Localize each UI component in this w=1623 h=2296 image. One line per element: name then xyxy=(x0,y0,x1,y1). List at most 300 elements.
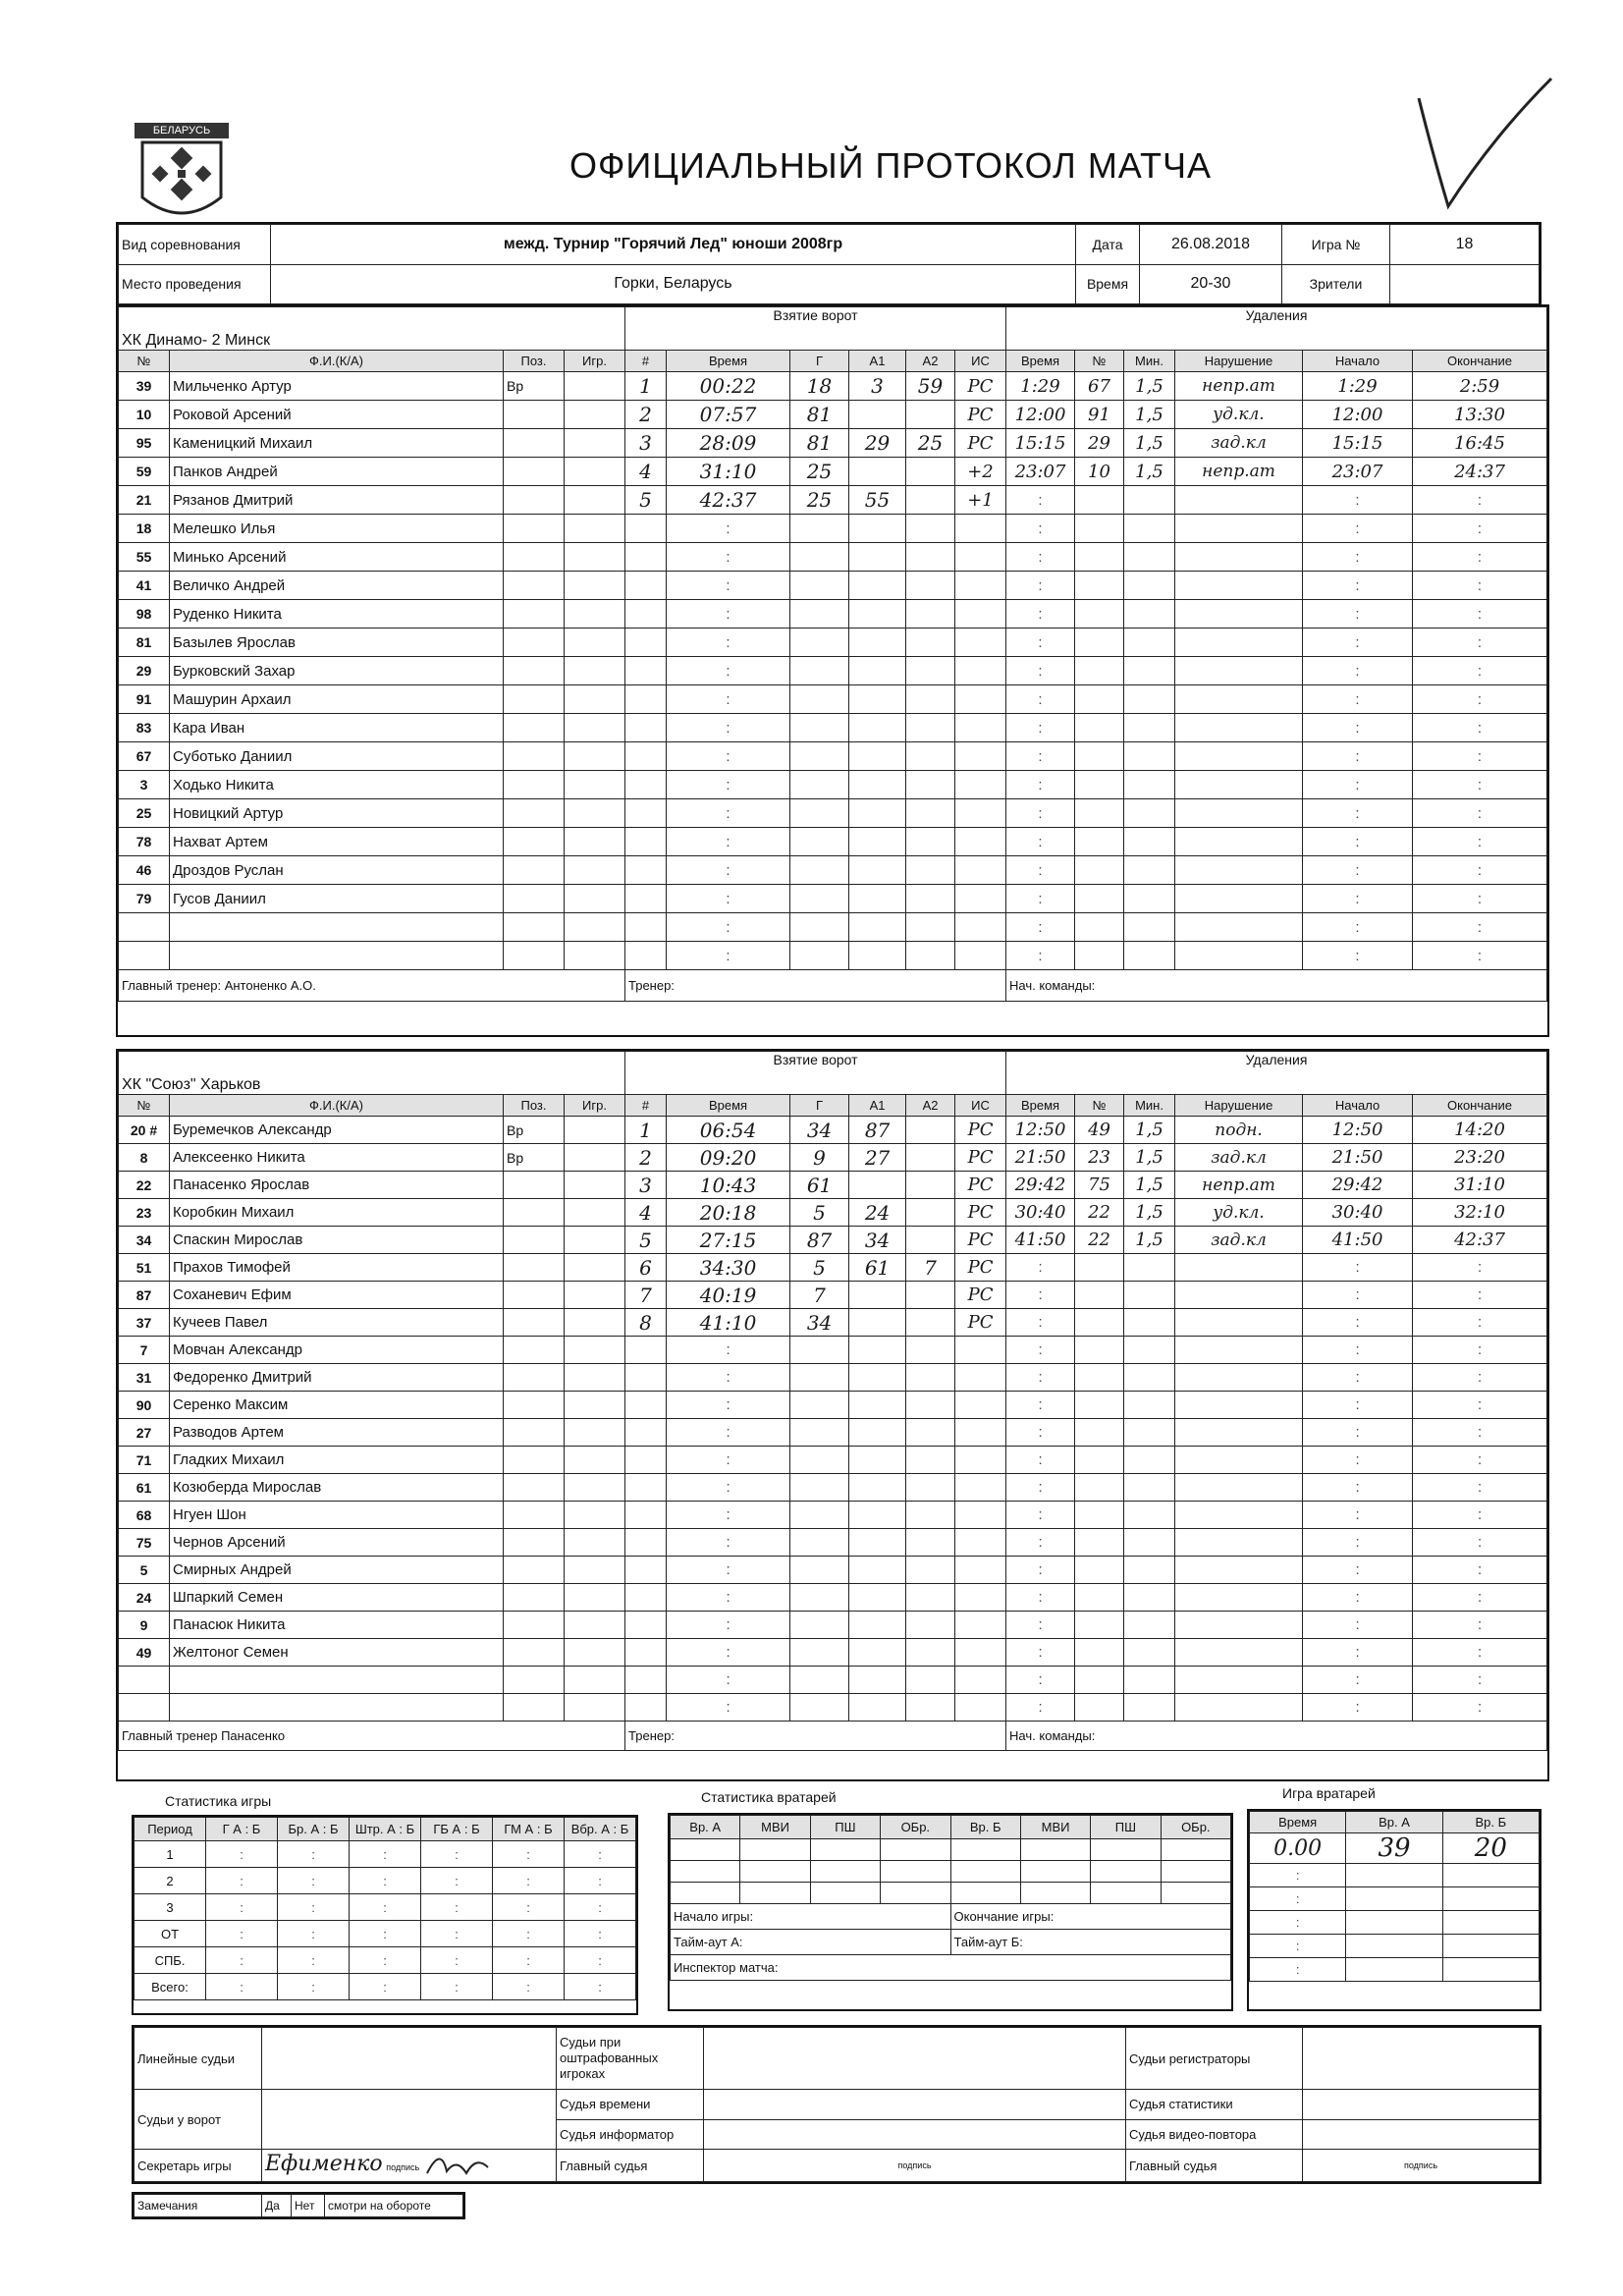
player-pos xyxy=(504,1419,565,1447)
stats-cell: : xyxy=(350,1947,421,1974)
goal-cell xyxy=(955,1392,1006,1419)
player-row xyxy=(119,1612,1547,1639)
pen-num xyxy=(1075,1557,1124,1584)
team-b-captain: Нач. команды: xyxy=(1006,1722,1547,1751)
pen-num xyxy=(1075,1309,1124,1337)
remarks-box xyxy=(132,2192,465,2219)
pen-num: 49 xyxy=(1075,1117,1124,1144)
goal-cell xyxy=(790,629,849,657)
goal-cell xyxy=(955,714,1006,742)
stats-row xyxy=(135,1947,636,1974)
timeout-a: Тайм-аут А: xyxy=(671,1930,951,1955)
pen-time: : xyxy=(1006,657,1075,685)
player-number xyxy=(119,1694,170,1722)
pen-start: : xyxy=(1303,1364,1413,1392)
pen-start: : xyxy=(1303,486,1413,515)
player-row xyxy=(119,1117,1547,1144)
col-pen-time: Время xyxy=(1006,1095,1075,1117)
goal-assist2 xyxy=(906,1172,955,1199)
player-games xyxy=(565,856,625,885)
team-a-name: ХК Динамо- 2 Минск xyxy=(119,307,625,351)
col-goal-time: Время xyxy=(667,1095,790,1117)
team-a-trainer: Тренер: xyxy=(625,970,1006,1002)
pen-min: 1,5 xyxy=(1124,372,1175,401)
player-games xyxy=(565,1694,625,1722)
goal-num xyxy=(625,913,667,942)
pen-end: : xyxy=(1413,1667,1547,1694)
col-pen-viol: Нарушение xyxy=(1175,1095,1303,1117)
pen-min xyxy=(1124,799,1175,828)
goal-judges-label: Судьи у ворот xyxy=(135,2090,262,2150)
gp-time: 0.00 xyxy=(1250,1833,1346,1864)
pen-end: : xyxy=(1413,714,1547,742)
pen-min xyxy=(1124,486,1175,515)
pen-end: : xyxy=(1413,1474,1547,1502)
stats-col: Период xyxy=(135,1818,206,1841)
stats-col: Штр. А : Б xyxy=(350,1818,421,1841)
col-num: № xyxy=(119,351,170,372)
stats-period: Всего: xyxy=(135,1974,206,2000)
pen-num xyxy=(1075,1529,1124,1557)
col-goal-num: # xyxy=(625,1095,667,1117)
pen-num xyxy=(1075,1392,1124,1419)
player-row xyxy=(119,742,1547,771)
player-games xyxy=(565,771,625,799)
pen-time: 1:29 xyxy=(1006,372,1075,401)
player-number: 41 xyxy=(119,572,170,600)
pen-time: : xyxy=(1006,885,1075,913)
player-row xyxy=(119,1282,1547,1309)
team-b-pens-head: Удаления xyxy=(1006,1052,1547,1095)
goal-cell xyxy=(849,1694,906,1722)
stats-cell: : xyxy=(565,1921,636,1947)
player-row xyxy=(119,372,1547,401)
goal-scorer: 81 xyxy=(790,429,849,458)
player-games xyxy=(565,1364,625,1392)
goal-cell xyxy=(955,1529,1006,1557)
player-row xyxy=(119,1199,1547,1227)
pen-violation xyxy=(1175,1529,1303,1557)
pen-violation xyxy=(1175,714,1303,742)
goal-time: : xyxy=(667,742,790,771)
pen-time: : xyxy=(1006,1639,1075,1667)
player-pos xyxy=(504,799,565,828)
pen-min: 1,5 xyxy=(1124,401,1175,429)
goal-cell xyxy=(955,543,1006,572)
player-name: Мелешко Илья xyxy=(170,515,504,543)
player-pos xyxy=(504,1172,565,1199)
player-row xyxy=(119,600,1547,629)
player-number: 27 xyxy=(119,1419,170,1447)
goal-cell xyxy=(849,1364,906,1392)
goal-assist2 xyxy=(906,1199,955,1227)
goal-time: : xyxy=(667,1667,790,1694)
pen-violation: подн. xyxy=(1175,1117,1303,1144)
player-number: 91 xyxy=(119,685,170,714)
player-row xyxy=(119,1392,1547,1419)
goal-cell xyxy=(955,771,1006,799)
player-name xyxy=(170,1667,504,1694)
player-games xyxy=(565,1144,625,1172)
goal-cell xyxy=(849,771,906,799)
pen-start: : xyxy=(1303,714,1413,742)
player-pos xyxy=(504,1337,565,1364)
goal-assist2: 25 xyxy=(906,429,955,458)
player-games xyxy=(565,629,625,657)
goal-situation: РС xyxy=(955,401,1006,429)
goal-situation: +1 xyxy=(955,486,1006,515)
pen-min xyxy=(1124,600,1175,629)
time-value: 20-30 xyxy=(1140,264,1282,304)
spect-label: Зрители xyxy=(1282,264,1390,304)
player-pos xyxy=(504,600,565,629)
stats-period: ОТ xyxy=(135,1921,206,1947)
player-games xyxy=(565,372,625,401)
player-name: Спаскин Мирослав xyxy=(170,1227,504,1254)
pen-violation xyxy=(1175,1694,1303,1722)
pen-start: : xyxy=(1303,1639,1413,1667)
player-number: 59 xyxy=(119,458,170,486)
goal-time: : xyxy=(667,1392,790,1419)
player-number: 71 xyxy=(119,1447,170,1474)
player-row xyxy=(119,1337,1547,1364)
player-row xyxy=(119,1419,1547,1447)
team-a-block xyxy=(116,304,1549,1037)
player-name: Мовчан Александр xyxy=(170,1337,504,1364)
player-games xyxy=(565,1612,625,1639)
goalie-stats-col: ПШ xyxy=(1091,1816,1161,1839)
stats-judge-label: Судья статистики xyxy=(1126,2090,1303,2120)
stats-cell: : xyxy=(565,1947,636,1974)
goal-cell xyxy=(906,600,955,629)
player-games xyxy=(565,458,625,486)
goal-num xyxy=(625,1667,667,1694)
remarks-yes: Да xyxy=(262,2195,292,2217)
goal-cell xyxy=(790,515,849,543)
goal-cell xyxy=(906,856,955,885)
goal-situation: РС xyxy=(955,1117,1006,1144)
player-name: Минько Арсений xyxy=(170,543,504,572)
pen-num: 10 xyxy=(1075,458,1124,486)
stats-cell: : xyxy=(350,1868,421,1894)
pen-time: : xyxy=(1006,1474,1075,1502)
goal-cell xyxy=(790,572,849,600)
player-pos xyxy=(504,1557,565,1584)
player-name: Кара Иван xyxy=(170,714,504,742)
player-row xyxy=(119,1254,1547,1282)
pen-violation: зад.кл xyxy=(1175,429,1303,458)
pen-num: 29 xyxy=(1075,429,1124,458)
goal-assist2: 7 xyxy=(906,1254,955,1282)
goal-cell xyxy=(790,714,849,742)
pen-min xyxy=(1124,1529,1175,1557)
player-games xyxy=(565,1667,625,1694)
chief-judge-label: Главный судья xyxy=(557,2150,704,2182)
team-b-goals-head: Взятие ворот xyxy=(625,1052,1006,1095)
player-row xyxy=(119,1557,1547,1584)
player-name: Руденко Никита xyxy=(170,600,504,629)
player-pos xyxy=(504,1529,565,1557)
goal-time: 07:57 xyxy=(667,401,790,429)
player-pos xyxy=(504,1584,565,1612)
goal-time: 00:22 xyxy=(667,372,790,401)
goal-time: : xyxy=(667,856,790,885)
pen-end: : xyxy=(1413,572,1547,600)
goal-assist2 xyxy=(906,1309,955,1337)
stats-row xyxy=(135,1894,636,1921)
goal-time: : xyxy=(667,629,790,657)
pen-start: : xyxy=(1303,1502,1413,1529)
goal-time: 42:37 xyxy=(667,486,790,515)
goal-assist1: 3 xyxy=(849,372,906,401)
goal-num xyxy=(625,799,667,828)
pen-min xyxy=(1124,1282,1175,1309)
pen-min: 1,5 xyxy=(1124,1144,1175,1172)
player-number: 61 xyxy=(119,1474,170,1502)
pen-end: : xyxy=(1413,657,1547,685)
goal-scorer: 5 xyxy=(790,1199,849,1227)
pen-time: : xyxy=(1006,1612,1075,1639)
player-name: Бурковский Захар xyxy=(170,657,504,685)
goal-time: : xyxy=(667,1639,790,1667)
pen-time: : xyxy=(1006,1447,1075,1474)
player-number: 95 xyxy=(119,429,170,458)
pen-end: : xyxy=(1413,913,1547,942)
goal-cell xyxy=(906,572,955,600)
player-pos xyxy=(504,543,565,572)
pen-end: : xyxy=(1413,828,1547,856)
linesmen-label: Линейные судьи xyxy=(135,2028,262,2090)
goal-num: 2 xyxy=(625,401,667,429)
pen-time: 21:50 xyxy=(1006,1144,1075,1172)
pen-min xyxy=(1124,1447,1175,1474)
goal-assist1 xyxy=(849,401,906,429)
pen-end: : xyxy=(1413,1282,1547,1309)
team-a-table xyxy=(118,306,1547,1002)
gp-a: 39 xyxy=(1346,1833,1442,1864)
inspector: Инспектор матча: xyxy=(671,1955,1231,1981)
pen-num: 22 xyxy=(1075,1227,1124,1254)
player-row xyxy=(119,771,1547,799)
pen-start: 29:42 xyxy=(1303,1172,1413,1199)
goal-num xyxy=(625,1419,667,1447)
stats-cell: : xyxy=(350,1921,421,1947)
pen-end: 24:37 xyxy=(1413,458,1547,486)
pen-start: 15:15 xyxy=(1303,429,1413,458)
goal-cell xyxy=(790,1364,849,1392)
player-games xyxy=(565,401,625,429)
pen-num: 67 xyxy=(1075,372,1124,401)
stats-cell: : xyxy=(421,1894,493,1921)
goal-cell xyxy=(849,1502,906,1529)
pen-end: : xyxy=(1413,1392,1547,1419)
pen-min xyxy=(1124,1474,1175,1502)
goal-cell xyxy=(849,657,906,685)
goal-cell xyxy=(955,1502,1006,1529)
goal-num xyxy=(625,543,667,572)
pen-end: : xyxy=(1413,1447,1547,1474)
player-pos xyxy=(504,458,565,486)
player-number: 39 xyxy=(119,372,170,401)
player-number: 83 xyxy=(119,714,170,742)
pen-start: : xyxy=(1303,1337,1413,1364)
goal-cell xyxy=(955,1474,1006,1502)
goal-cell xyxy=(955,856,1006,885)
pen-start: 30:40 xyxy=(1303,1199,1413,1227)
pen-time: : xyxy=(1006,742,1075,771)
team-a-captain: Нач. команды: xyxy=(1006,970,1547,1002)
goal-time: : xyxy=(667,1474,790,1502)
player-row xyxy=(119,401,1547,429)
goal-assist1 xyxy=(849,1309,906,1337)
remarks-no: Нет xyxy=(292,2195,325,2217)
player-name: Базылев Ярослав xyxy=(170,629,504,657)
pen-num xyxy=(1075,799,1124,828)
goal-assist1 xyxy=(849,1282,906,1309)
player-games xyxy=(565,1584,625,1612)
pen-violation xyxy=(1175,657,1303,685)
col-goal-num: # xyxy=(625,351,667,372)
officials-table xyxy=(134,2027,1540,2182)
comp-value: межд. Турнир "Горячий Лед" юноши 2008гр xyxy=(271,225,1076,265)
goal-cell xyxy=(955,657,1006,685)
stats-cell: : xyxy=(421,1921,493,1947)
goal-cell xyxy=(906,828,955,856)
stats-cell: : xyxy=(278,1868,350,1894)
player-number: 3 xyxy=(119,771,170,799)
goalie-play-title: Игра вратарей xyxy=(1282,1785,1376,1801)
informer-label: Судья информатор xyxy=(557,2119,704,2150)
goal-situation: +2 xyxy=(955,458,1006,486)
stats-cell: : xyxy=(421,1841,493,1868)
player-pos xyxy=(504,1227,565,1254)
player-name: Кучеев Павел xyxy=(170,1309,504,1337)
pen-end: : xyxy=(1413,942,1547,970)
pen-end: : xyxy=(1413,1639,1547,1667)
chief-judge2-label: Главный судья xyxy=(1126,2150,1303,2182)
pen-num xyxy=(1075,1584,1124,1612)
goal-scorer: 61 xyxy=(790,1172,849,1199)
stats-box xyxy=(132,1815,638,2015)
goal-cell xyxy=(955,1612,1006,1639)
stats-period: 1 xyxy=(135,1841,206,1868)
pen-start: : xyxy=(1303,828,1413,856)
goal-cell xyxy=(790,600,849,629)
pen-end: : xyxy=(1413,685,1547,714)
goal-cell xyxy=(790,771,849,799)
goal-num xyxy=(625,1447,667,1474)
goalie-play-box xyxy=(1247,1809,1542,2011)
stats-title: Статистика игры xyxy=(165,1793,272,1809)
player-name: Коробкин Михаил xyxy=(170,1199,504,1227)
player-row xyxy=(119,1667,1547,1694)
player-pos xyxy=(504,429,565,458)
goal-cell xyxy=(849,1557,906,1584)
pen-time: : xyxy=(1006,913,1075,942)
goal-assist1: 55 xyxy=(849,486,906,515)
goal-cell xyxy=(790,1639,849,1667)
goalie-stats-col: ПШ xyxy=(810,1816,880,1839)
pen-violation xyxy=(1175,1254,1303,1282)
pen-start: : xyxy=(1303,1529,1413,1557)
player-games xyxy=(565,543,625,572)
date-label: Дата xyxy=(1076,225,1140,265)
pen-min: 1,5 xyxy=(1124,1199,1175,1227)
pen-time: : xyxy=(1006,1337,1075,1364)
pen-min xyxy=(1124,885,1175,913)
player-row xyxy=(119,1364,1547,1392)
goal-assist1: 24 xyxy=(849,1199,906,1227)
stats-cell: : xyxy=(493,1841,565,1868)
player-name: Алексеенко Никита xyxy=(170,1144,504,1172)
player-name: Гусов Даниил xyxy=(170,885,504,913)
player-row xyxy=(119,629,1547,657)
col-pen-start: Начало xyxy=(1303,1095,1413,1117)
player-number: 9 xyxy=(119,1612,170,1639)
pen-min xyxy=(1124,1502,1175,1529)
time-label: Время xyxy=(1076,264,1140,304)
pen-start: : xyxy=(1303,1392,1413,1419)
col-goal-g: Г xyxy=(790,351,849,372)
goal-assist1 xyxy=(849,1172,906,1199)
goal-cell xyxy=(849,1584,906,1612)
pen-violation xyxy=(1175,486,1303,515)
pen-start: : xyxy=(1303,1282,1413,1309)
player-pos xyxy=(504,1309,565,1337)
pen-num: 91 xyxy=(1075,401,1124,429)
pen-violation xyxy=(1175,1639,1303,1667)
goal-assist1: 61 xyxy=(849,1254,906,1282)
player-games xyxy=(565,742,625,771)
player-games xyxy=(565,600,625,629)
pen-time: : xyxy=(1006,856,1075,885)
pen-min xyxy=(1124,1364,1175,1392)
pen-min xyxy=(1124,685,1175,714)
player-number: 98 xyxy=(119,600,170,629)
player-games xyxy=(565,1529,625,1557)
goal-cell xyxy=(906,913,955,942)
col-igr: Игр. xyxy=(565,1095,625,1117)
goal-cell xyxy=(790,913,849,942)
goal-cell xyxy=(790,856,849,885)
stats-cell: : xyxy=(206,1974,278,2000)
goal-assist2 xyxy=(906,1117,955,1144)
goal-time: : xyxy=(667,714,790,742)
goal-cell xyxy=(790,1694,849,1722)
player-number: 87 xyxy=(119,1282,170,1309)
goal-scorer: 81 xyxy=(790,401,849,429)
pen-num xyxy=(1075,942,1124,970)
pen-start: : xyxy=(1303,942,1413,970)
player-pos xyxy=(504,856,565,885)
pen-end: 23:20 xyxy=(1413,1144,1547,1172)
pen-time: 30:40 xyxy=(1006,1199,1075,1227)
goal-cell xyxy=(790,1474,849,1502)
pen-end: : xyxy=(1413,1419,1547,1447)
player-games xyxy=(565,429,625,458)
pen-violation xyxy=(1175,1474,1303,1502)
player-games xyxy=(565,572,625,600)
goal-num xyxy=(625,1557,667,1584)
date-value: 26.08.2018 xyxy=(1140,225,1282,265)
pen-time: : xyxy=(1006,1584,1075,1612)
player-number: 51 xyxy=(119,1254,170,1282)
player-row xyxy=(119,1172,1547,1199)
goal-cell xyxy=(955,742,1006,771)
pen-time: : xyxy=(1006,1309,1075,1337)
player-row xyxy=(119,543,1547,572)
player-row xyxy=(119,1639,1547,1667)
